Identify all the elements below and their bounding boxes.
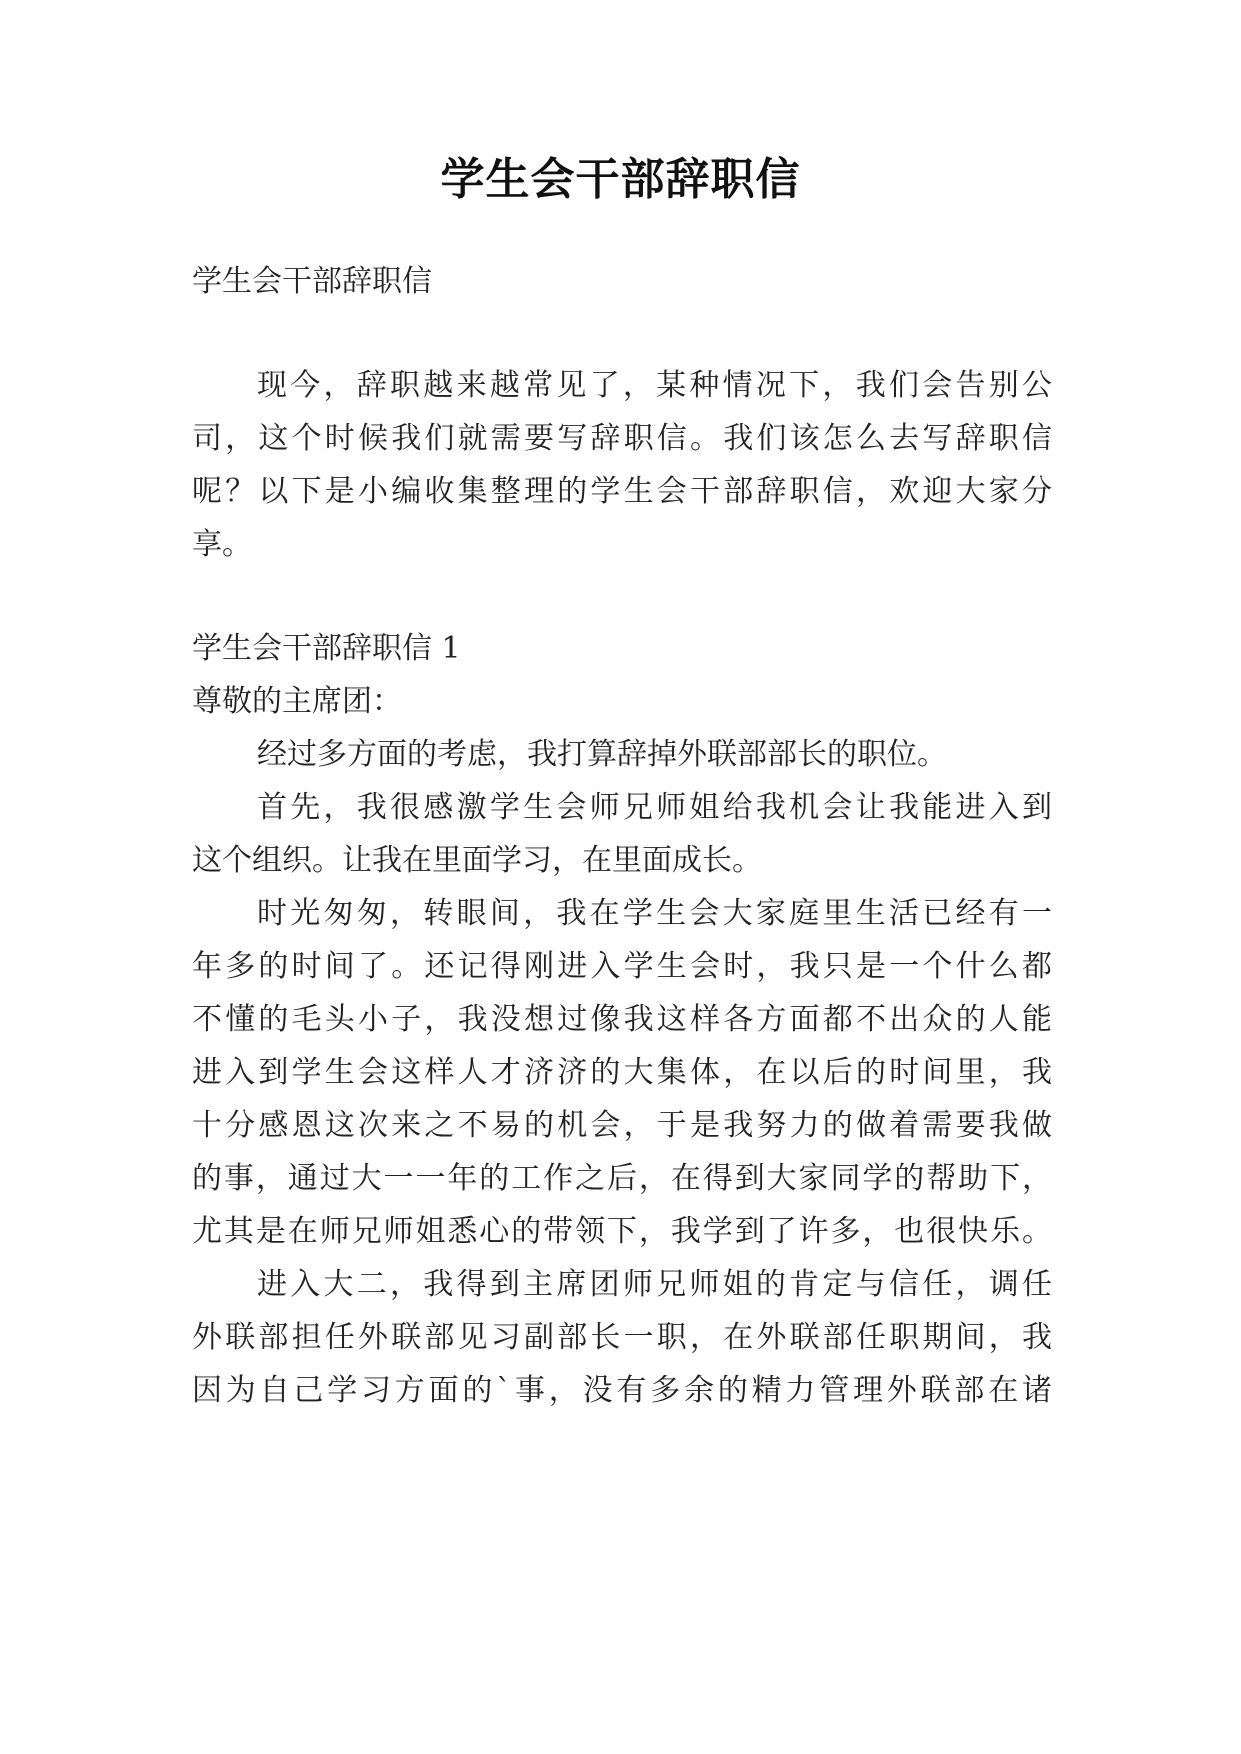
paragraph-line: 不懂的毛头小子，我没想过像我这样各方面都不出众的人能 bbox=[192, 1002, 1052, 1037]
paragraph-line: 外联部担任外联部见习副部长一职，在外联部任职期间，我 bbox=[192, 1320, 1052, 1355]
letter-heading: 学生会干部辞职信 1 bbox=[192, 631, 461, 666]
paragraph-line: 的事，通过大一一年的工作之后，在得到大家同学的帮助下， bbox=[192, 1161, 1052, 1196]
document-subtitle: 学生会干部辞职信 bbox=[192, 264, 432, 299]
paragraph-line: 首先，我很感激学生会师兄师姐给我机会让我能进入到 bbox=[257, 790, 1052, 825]
salutation: 尊敬的主席团： bbox=[192, 684, 402, 719]
intro-line: 呢？以下是小编收集整理的学生会干部辞职信，欢迎大家分 bbox=[192, 474, 1052, 509]
intro-line: 享。 bbox=[192, 527, 252, 562]
paragraph-line: 进入到学生会这样人才济济的大集体，在以后的时间里，我 bbox=[192, 1055, 1052, 1090]
intro-line: 司，这个时候我们就需要写辞职信。我们该怎么去写辞职信 bbox=[192, 421, 1052, 456]
intro-line: 现今，辞职越来越常见了，某种情况下，我们会告别公 bbox=[257, 368, 1052, 403]
paragraph-line: 尤其是在师兄师姐悉心的带领下，我学到了许多，也很快乐。 bbox=[192, 1214, 1052, 1249]
page-title: 学生会干部辞职信 bbox=[440, 154, 801, 205]
paragraph-line: 进入大二，我得到主席团师兄师姐的肯定与信任，调任 bbox=[257, 1267, 1052, 1302]
paragraph-line: 经过多方面的考虑，我打算辞掉外联部部长的职位。 bbox=[257, 737, 947, 772]
paragraph-line: 年多的时间了。还记得刚进入学生会时，我只是一个什么都 bbox=[192, 949, 1052, 984]
paragraph-line: 这个组织。让我在里面学习，在里面成长。 bbox=[192, 843, 762, 878]
paragraph-line: 十分感恩这次来之不易的机会，于是我努力的做着需要我做 bbox=[192, 1108, 1052, 1143]
paragraph-line: 时光匆匆，转眼间，我在学生会大家庭里生活已经有一 bbox=[257, 896, 1052, 931]
paragraph-line: 因为自己学习方面的`事，没有多余的精力管理外联部在诸 bbox=[192, 1373, 1052, 1408]
